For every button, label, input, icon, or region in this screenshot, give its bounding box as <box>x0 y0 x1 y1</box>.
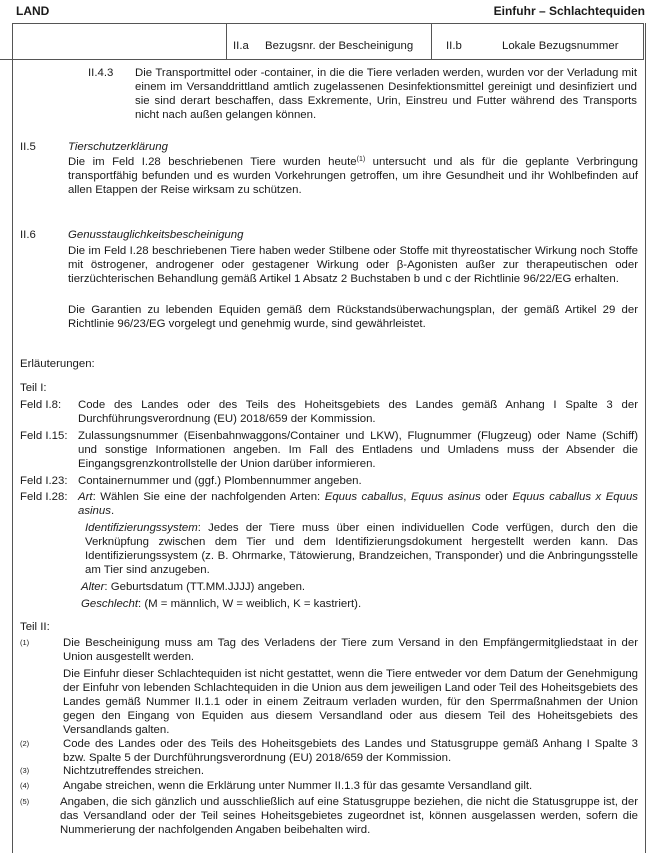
section-text-II-5: Die im Feld I.28 beschriebenen Tiere wurden heute$^{(1)}$ untersucht und als für die geplante Verbringung transportfähig befunden und es wurden Vorkehrungen getroffen, um ihre Gesundheit und ihr Wohlbefinden auf allen Etappen der Reise wirksam zu schützen. <box>68 156 638 196</box>
teil-1-heading: Teil I: <box>20 382 47 394</box>
footnote-2-text: Code des Landes oder des Teils des Hoheitsgebiets des Landes und Statusgruppe gemäß Anhang I Spalte 3 bzw. Spalte 5 der Durchführungsverordnung (EU) 2018/659 der Kommission. <box>63 738 638 764</box>
footnote-ref: (1) <box>356 156 366 163</box>
section-title-tierschutz: Tierschutzerklärung <box>68 141 168 153</box>
section-text-II-4-3: Die Transportmittel oder -container, in die die Tiere verladen werden, wurden vor der Verladung mit einem im Versanddrittland amtlich zugelassenen Desinfektionsmittel gereinigt und desinfiziert und sie sind derart beschaffen, dass Exkremente, Urin, Einstreu und Futter während des Transports nicht nach außen gelangen können. <box>135 67 637 121</box>
footnote-marker: (5) <box>20 797 30 806</box>
ref-b-code: II.b <box>446 40 462 52</box>
field-label: Feld I.23: <box>20 475 68 487</box>
field-label: Feld I.28: <box>20 491 68 503</box>
footnote-marker: (3) <box>20 766 30 775</box>
section-number: II.5 <box>20 141 36 153</box>
local-reference-cell <box>431 24 644 59</box>
field-I-23-text: Containernummer und (ggf.) Plombennummer angeben. <box>78 475 362 487</box>
field-I-28-art: Art: Wählen Sie eine der nachfolgenden Arten: Equus caballus, Equus asinus oder Equus caballus x Equus asinus. <box>78 491 638 517</box>
ref-a-label: Bezugsnr. der Bescheinigung <box>265 40 414 52</box>
page-header <box>0 2 653 18</box>
notes-heading: Erläuterungen: <box>20 358 95 370</box>
country-label: LAND <box>16 4 50 18</box>
section-text-II-6-p1: Die im Feld I.28 beschriebenen Tiere haben weder Stilbene oder Stoffe mit thyreostatischer Wirkung noch Stoffe mit östrogener, androgener oder gestagener Wirkung oder β-Agonisten außer zur therapeutischen oder tierzüchterischen Behandlung gemäß Artikel 1 Absatz 2 Buchstaben b und c der Richtlinie 96/22/EG erhalten. <box>68 245 638 285</box>
document-title: Einfuhr – Schlachtequiden <box>493 4 645 18</box>
teil-2-heading: Teil II: <box>20 621 50 633</box>
footnote-4-text: Angabe streichen, wenn die Erklärung unter Nummer II.1.3 für das gesamte Versandland gilt. <box>63 780 533 792</box>
footnote-marker: (4) <box>20 781 30 790</box>
footnote-marker: (1) <box>20 638 30 647</box>
section-number: II.4.3 <box>88 67 114 79</box>
footnote-3-text: Nichtzutreffendes streichen. <box>63 765 204 777</box>
section-number: II.6 <box>20 229 36 241</box>
field-label: Feld I.15: <box>20 430 68 442</box>
footnote-1-p2: Die Einfuhr dieser Schlachtequiden ist nicht gestattet, wenn die Tiere entweder vor dem Datum der Genehmigung der Einfuhr von lebenden Schlachtequiden in die Union aus dem jeweiligen Land oder Teil des Hoheitsgebiets des Landes gemäß Nummer II.1.1 oder in einem Zeitraum verladen wurden, für den Sperrmaßnahmen der Union gegen den Eingang von Equiden aus diesem Versandland oder aus diesem Teil des Hoheitsgebiets des Versandlands galten. <box>63 668 638 736</box>
ref-b-label: Lokale Bezugsnummer <box>502 40 619 52</box>
footnote-1-p1: Die Bescheinigung muss am Tag des Verladens der Tiere zum Versand in den Empfängermitgliedstaat in der Union ausgestellt werden. <box>63 637 638 663</box>
reference-bar <box>12 23 644 60</box>
field-I-28-age: Alter: Geburtsdatum (TT.MM.JJJJ) angeben. <box>81 581 306 593</box>
footnote-marker: (2) <box>20 739 30 748</box>
field-I-28-sex: Geschlecht: (M = männlich, W = weiblich, K = kastriert). <box>81 598 362 610</box>
field-I-28-identification: Identifizierungssystem: Jedes der Tiere muss über einen individuellen Code verfügen, durch den die Verknüpfung zwischen dem Tier und dem Identifizierungsdokument hergestellt werden kann. Das Identifizierungssystem (z. B. Ohrmarke, Tätowierung, Brandzeichen, Transponder) und die Anbringungsstelle am Tier sind anzugeben. <box>85 522 638 576</box>
margin-tick <box>0 59 12 60</box>
ref-a-code: II.a <box>233 40 249 52</box>
field-I-8-text: Code des Landes oder des Teils des Hoheitsgebiets des Landes gemäß Anhang I Spalte 3 der Durchführungsverordnung (EU) 2018/659 der Kommission. <box>78 399 638 425</box>
section-title-genusstauglichkeit: Genusstauglichkeitsbescheinigung <box>68 229 244 241</box>
footnote-5-text: Angaben, die sich gänzlich und ausschließlich auf eine Statusgruppe beziehen, die nicht die Statusgruppe ist, der das Versandland oder der Teil seines Hoheitsgebietes zugeordnet ist, können ausgelassen werden, sofern die Nummerierung der nachfolgenden Angaben beibehalten wird. <box>60 796 638 836</box>
certificate-reference-cell <box>226 24 432 59</box>
section-text-II-6-p2: Die Garantien zu lebenden Equiden gemäß dem Rückstandsüberwachungsplan, der gemäß Artikel 29 der Richtlinie 96/23/EG vorgelegt und genehmig wurde, sind gewährleistet. <box>68 304 638 330</box>
field-label: Feld I.8: <box>20 399 62 411</box>
field-I-15-text: Zulassungsnummer (Eisenbahnwaggons/Container und LKW), Flugnummer (Flugzeug) oder Name (Schiff) und sonstige Informationen angeben. Im Fall des Entladens und Umladens muss der Absender die Eingangsgrenzkontrollstelle der Union darüber informieren. <box>78 430 638 470</box>
